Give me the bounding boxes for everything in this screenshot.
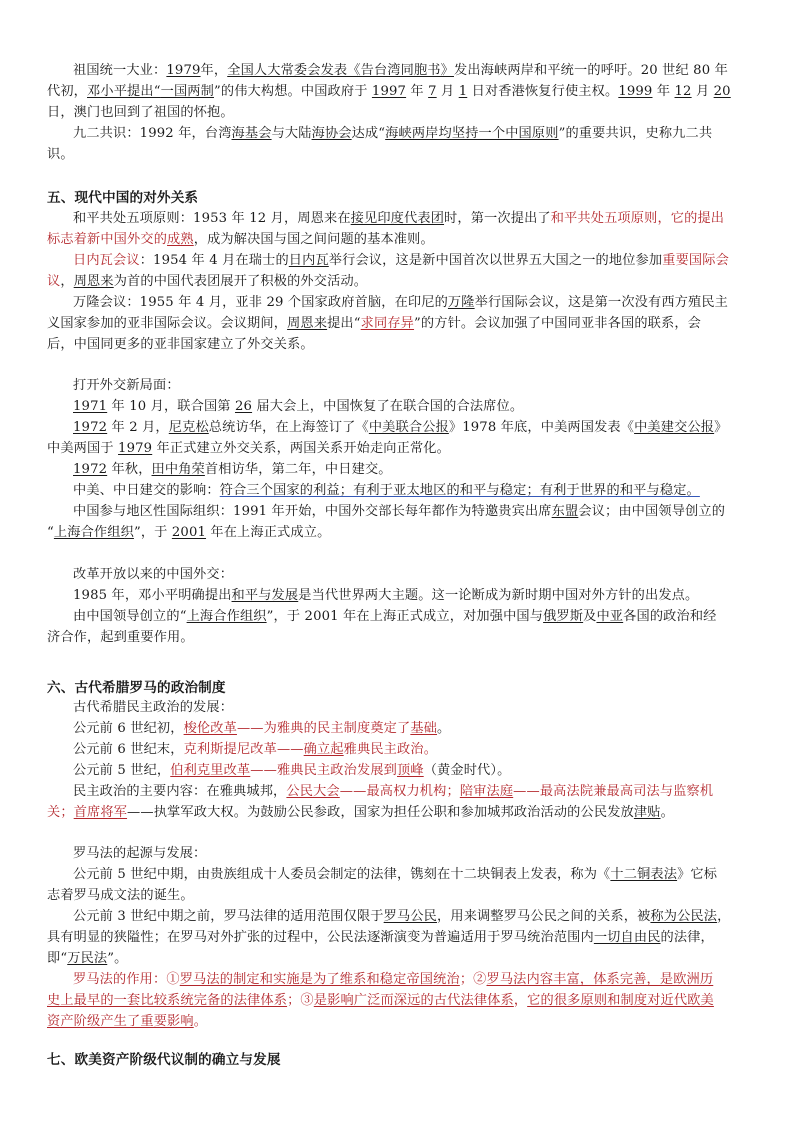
year: 1972 [73,462,108,477]
text: 万隆会议：1955 年 4 月，亚非 29 个国家政府首脑，在印尼的 [73,295,448,310]
key-phrase: 日内瓦 [288,253,329,268]
text-line [73,398,773,416]
key-phrase: 日内瓦会议 [73,253,140,268]
text: ——执掌军政大权。为鼓励公民参政，国家为担任公职和参加城邦政治活动的公民发放 [127,805,634,820]
text: ”。 [107,951,128,966]
text-line [73,461,773,479]
text-line [47,440,747,458]
key-phrase: 梭伦改革 [183,721,237,736]
text: ；③ [287,993,314,1008]
key-phrase: 十二铜表法 [610,867,678,882]
year: 1972 [73,420,108,435]
key-phrase: 周恩来 [287,316,328,331]
text: 代初， [47,84,88,99]
text: 举行会议，这是新中国首次以世界五大国之一的地位参加 [328,253,663,268]
key-phrase: 万隆 [447,295,475,310]
key-phrase: 陪审法庭 [459,784,514,799]
year: 1997 [371,84,407,99]
text: ”的重要共识，史称九二共 [558,126,713,141]
key-phrase: 东盟 [551,504,579,519]
text: 中美、中日建交的影响： [73,483,220,498]
key-phrase: 中美联合公报 [368,420,449,435]
key-phrase: 公民大会 [286,784,340,799]
key-phrase: 田中角荣 [151,462,205,477]
text: 祖国统一大业： [73,63,167,78]
year: 1979 [166,63,201,78]
key-phrase: 周恩来 [73,274,114,289]
text: ——最高法院兼最高司法与监察机 [513,784,714,799]
text-line [73,762,773,780]
key-phrase: 称为公民法 [650,909,718,924]
text: 和平共处五项原则：1953 年 12 月，周恩来在 [73,211,351,226]
text: 发出海峡两岸和平统一 [453,63,588,78]
text: 》1978 年底，中美两国发表《 [448,420,635,435]
text-line [47,83,747,101]
text: ， [60,274,74,289]
text: 。 [193,1014,208,1029]
key-phrase: 一国两制 [160,84,214,99]
text: ，用来调整罗马公民之间的关系，被 [437,909,651,924]
text: —— [276,742,304,757]
text: 的呼吁。20 世纪 80 年 [587,63,728,78]
text: ：1954 年 4 月在瑞士的 [139,253,289,268]
key-phrase: 基础 [410,721,438,736]
text: ， [513,993,528,1008]
year: 1971 [73,399,108,414]
text: 1985 年，邓小平明确提出 [73,588,232,603]
text: ”，于 2001 年在上海正式成立，对加强中国与 [266,609,544,624]
date: 7 [428,84,437,99]
text-line [47,231,747,249]
key-phrase: 伯利克里改革 [170,763,251,778]
text: 与大陆 [271,126,312,141]
key-phrase: 一切自由民 [593,930,661,945]
key-phrase: 成熟 [167,232,194,247]
text: 中美两国于 [47,441,119,456]
text: 年 2 月， [107,420,169,435]
text: ， [717,909,731,924]
text-line [47,804,747,822]
key-phrase: 求同存异 [360,316,415,331]
text: 公元前 6 世纪末， [73,742,184,757]
key-phrase: 顶峰 [397,763,424,778]
section-heading: 五、现代中国的对外关系 [47,190,199,206]
section-heading: 七、欧美资产阶级代议制的确立与发展 [47,1052,281,1068]
key-phrase: 26 [234,399,253,414]
text-line [73,294,773,312]
text-line: 识。 [47,147,74,162]
text: 义国家参加的亚非国际会议。会议期间， [47,316,288,331]
text-line [73,482,773,500]
key-phrase: 罗马公民 [383,909,438,924]
text: 年 [406,84,429,99]
text: ——雅典民主政治发展到 [250,763,397,778]
text-line [73,608,773,626]
year: 1979 [118,441,153,456]
text: 及 [583,609,597,624]
text: 日对香港恢复行使主权。 [467,84,619,99]
text: ”的伟大构想。中国政府于 [213,84,372,99]
text: 标志着新中国外交的 [47,232,168,247]
text: 会议；由中国领导创立的 [578,504,726,519]
text: 公元前 5 世纪中期，由贵族组成十人委员会制定的法律，镌刻在十二块铜表上发表，称为《 [73,867,611,882]
text-line: 后，中国同更多的亚非国家建立了外交关系。 [47,337,314,352]
key-phrase: 史上最早的一套比较系统完备的法律体系 [47,993,288,1008]
text: 年正式建立外交关系，两国关系开始走向正常化。 [152,441,450,456]
text: 雅典民主政治。 [343,742,438,757]
key-phrase: 海基会 [231,126,272,141]
key-phrase: 全国人大常委会发表《告台湾同胞书》 [227,63,454,78]
text: 公元前 5 世纪， [73,763,171,778]
text-line [47,1013,747,1031]
text-line: 日，澳门也回到了祖国的怀抱。 [47,105,234,120]
text: ，成为解决国与国之间问题的基本准则。 [193,232,434,247]
text-line [47,524,747,542]
text-line [73,971,773,989]
text-line [47,273,747,291]
key-phrase: 是影响广泛而深远的古代法律体系 [313,993,514,1008]
text: 届大会上，中国恢复了在联合国的合法席位。 [252,399,524,414]
key-phrase: 议 [47,274,61,289]
key-phrase: 接见印度代表团 [350,211,445,226]
section-heading: 六、古代希腊罗马的政治制度 [47,680,226,696]
text: 》它标 [677,867,718,882]
text: 首相访华，第二年，中日建交。 [204,462,392,477]
year: 1999 [618,84,653,99]
text: 年 10 月，联合国第 [107,399,235,414]
key-phrase: 上海合作组织 [186,609,267,624]
text: 达成“ [351,126,386,141]
text-line [73,908,773,926]
text: 月 [436,84,459,99]
key-phrase: 海峡两岸均坚持一个中国原则 [385,126,559,141]
text-line [47,950,747,968]
key-phrase: 上海合作组织 [53,525,134,540]
text: 年在上海正式成立。 [206,525,331,540]
text: ——最高权力机构； [339,784,460,799]
key-phrase: 资产阶级产生了重要影响 [47,1014,194,1029]
key-phrase: 和平共处五项原则 [550,211,658,226]
text: 公元前 3 世纪中期之前，罗马法律的适用范围仅限于 [73,909,384,924]
text: ”的方针。会议加强了中国同亚非各国的联系，会 [414,316,702,331]
text-line [73,503,773,521]
text-line: 罗马法的起源与发展： [73,846,207,861]
text: 九二共识：1992 年，台湾 [73,126,232,141]
key-phrase: 它的很多原则和制度对近代欧美 [527,993,714,1008]
key-phrase: 确立起 [303,742,344,757]
text: 年 [652,84,675,99]
text: 中国参与地区性国际组织：1991 年开始，中国外交部长每年都作为特邀贵宾出席 [73,504,552,519]
key-phrase: 中美建交公报 [634,420,715,435]
text: 时，第一次提出了 [444,211,551,226]
text: 各国的政治和经 [623,609,717,624]
date: 20 [713,84,731,99]
text: ；② [459,972,487,987]
text: 年， [200,63,228,78]
text: 关； [47,805,74,820]
text: 由中国领导创立的“ [73,609,187,624]
text: 公元前 6 世纪初， [73,721,184,736]
text-line [73,866,773,884]
key-phrase: 符合三个国家的利益；有利于亚太地区的和平与稳定；有利于世界的和平与稳定。 [219,483,700,498]
text-line: 志着罗马成文法的诞生。 [47,888,194,903]
year: 2001 [171,525,207,540]
date: 1 [458,84,468,99]
key-phrase: 罗马法内容丰富，体系完善，是欧洲历 [486,972,714,987]
text: 年秋， [107,462,152,477]
text: ① [166,972,180,987]
text-line [73,419,773,437]
text-line: 古代希腊民主政治的发展： [73,700,234,715]
text: ——为雅典的民主制度奠定了 [236,721,411,736]
text-line: 打开外交新局面： [73,378,180,393]
key-phrase: 中亚 [596,609,624,624]
key-phrase: 津贴 [633,805,661,820]
text-line [73,252,773,270]
key-phrase: 和平与发展 [231,588,299,603]
text: 》 [714,420,728,435]
key-phrase: 海协会 [311,126,352,141]
text: 总统访华，在上海签订了《 [208,420,369,435]
text-line [73,125,773,143]
key-phrase: 首席将军 [73,805,128,820]
text: “ [47,525,54,540]
date: 12 [674,84,692,99]
text: 的法律， [660,930,714,945]
text: 举行国际会议，这是第一次没有西方殖民主 [474,295,729,310]
text: 提出“ [327,316,361,331]
text-line [73,783,773,801]
text-line: 改革开放以来的中国外交： [73,567,234,582]
key-phrase: 尼克松 [168,420,209,435]
text: 月 [691,84,714,99]
key-phrase: 克利斯提尼改革 [183,742,277,757]
text-line [73,210,773,228]
text: 即“ [47,951,68,966]
text-line [73,720,773,738]
key-phrase: 俄罗斯 [543,609,584,624]
text: ”，于 [133,525,172,540]
text: 罗马法的作用： [73,972,167,987]
text: 具有明显的狭隘性；在罗马对外扩张的过程中，公民法逐渐演变为普遍适用于罗马统治范围内 [47,930,594,945]
text-line [73,587,773,605]
key-phrase: 万民法 [67,951,108,966]
text: 。 [660,805,674,820]
text: 是当代世界两大主题。这一论断成为新时期中国对外方针的出发点。 [298,588,699,603]
key-phrase: 邓小平提出“ [87,84,161,99]
text-line [47,315,747,333]
text-line [73,741,773,759]
text: 民主政治的主要内容：在雅典城邦， [73,784,287,799]
text: （黄金时代）。 [423,763,511,778]
text: ，它的提出 [657,211,725,226]
text-line [73,62,773,80]
text: 为首的中国代表团展开了积极的外交活动。 [113,274,368,289]
text-line [47,992,747,1010]
key-phrase: 重要国际会 [662,253,729,268]
text-line: 济合作，起到重要作用。 [47,630,194,645]
key-phrase: 罗马法的制定和实施是为了维系和稳定帝国统治 [179,972,460,987]
text-line [47,929,747,947]
text: 。 [437,721,451,736]
